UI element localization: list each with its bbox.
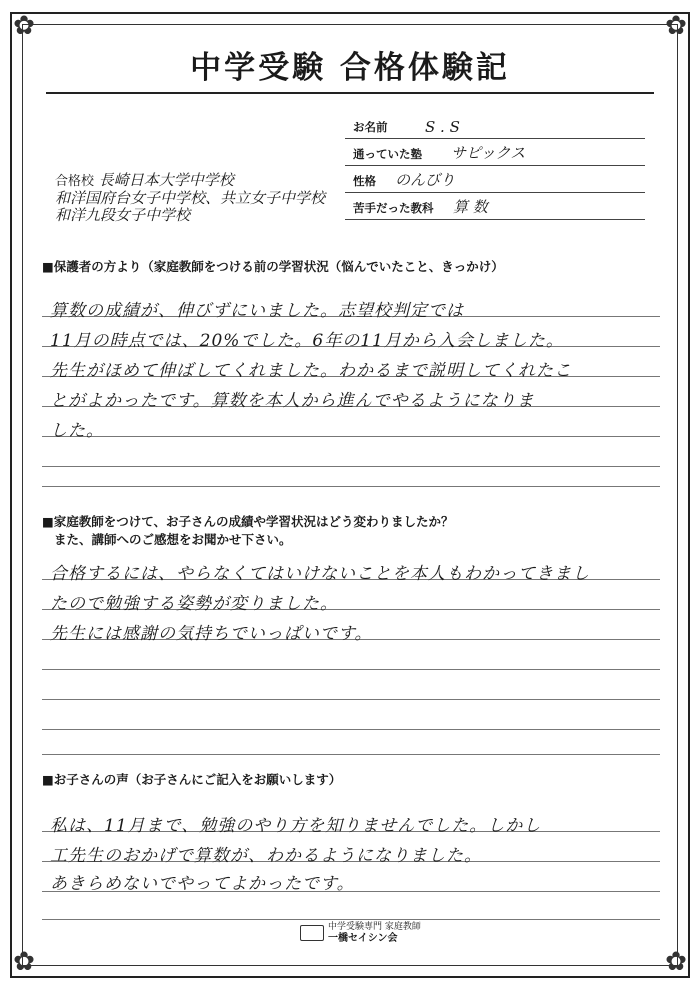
section-heading: ■保護者の方より（家庭教師をつける前の学習状況（悩んでいたこと、きっかけ） (42, 259, 504, 274)
personality-label: 性格 (353, 174, 376, 188)
handwritten-line: した。 (50, 421, 104, 441)
passed-school-line: 和洋国府台女子中学校、共立女子中学校 (55, 189, 326, 207)
name-row (345, 112, 645, 139)
handwritten-line: 11月の時点では、20%でした。6年の11月から入会しました。 (50, 331, 564, 351)
passed-schools (55, 172, 325, 224)
weak-subject-label: 苦手だった教科 (353, 201, 434, 215)
corner-flower-icon: ✿ (665, 11, 687, 41)
answer-area (42, 549, 660, 749)
logo-tagline: 中学受験専門 家庭教師 (328, 922, 421, 932)
handwritten-line: 先生には感謝の気持ちでいっぱいです。 (50, 624, 373, 644)
juku-label: 通っていた塾 (353, 147, 422, 161)
personality-value: のんびり (395, 171, 456, 189)
section-parent-before (42, 258, 660, 486)
handwritten-line: 工先生のおかげで算数が、わかるようになりました。 (50, 846, 482, 866)
passed-schools-label: 合格校 (55, 174, 95, 189)
page-title: 中学受験 合格体験記 (190, 50, 510, 86)
passed-school-line: 長崎日本大学中学校 (98, 171, 234, 189)
juku-row (345, 139, 645, 166)
corner-flower-icon: ✿ (13, 11, 35, 41)
section-heading: ■お子さんの声（お子さんにご記入をお願いします） (42, 772, 342, 787)
title-rule (46, 92, 654, 94)
corner-flower-icon: ✿ (13, 947, 35, 977)
name-label: お名前 (353, 120, 388, 134)
handwritten-line: あきらめないでやってよかったです。 (50, 874, 355, 894)
name-value: S . S (425, 118, 460, 136)
handwritten-line: 算数の成績が、伸びずにいました。志望校判定では (50, 301, 464, 321)
juku-value: サピックス (451, 144, 526, 162)
personality-row (345, 166, 645, 193)
handwritten-line: たので勉強する姿勢が変りました。 (50, 594, 338, 614)
logo-brand: 一橋セイシン会 (328, 933, 398, 944)
handwritten-line: とがよかったです。算数を本人から進んでやるようになりま (50, 391, 535, 411)
section-after-tutor (42, 513, 660, 749)
handwritten-line: 私は、11月まで、勉強のやり方を知りませんでした。しかし (50, 816, 542, 836)
answer-area (42, 276, 660, 486)
weak-subject-row (345, 193, 645, 220)
weak-subject-value: 算 数 (453, 198, 488, 216)
handwritten-line: 先生がほめて伸ばしてくれました。わかるまで説明してくれたこ (50, 361, 572, 381)
corner-flower-icon: ✿ (665, 947, 687, 977)
answer-area (42, 789, 660, 919)
section-child-voice (42, 771, 660, 919)
handwritten-line: 合格するには、やらなくてはいけないことを本人もわかってきまし (50, 564, 590, 584)
section-heading: ■家庭教師をつけて、お子さんの成績や学習状況はどう変わりましたか？ (42, 514, 454, 529)
passed-school-line: 和洋九段女子中学校 (55, 206, 191, 224)
profile-box (345, 112, 645, 220)
logo-icon (300, 925, 324, 941)
section-heading-sub: また、講師へのご感想をお聞かせ下さい。 (54, 532, 292, 547)
footer-logo (300, 922, 421, 944)
